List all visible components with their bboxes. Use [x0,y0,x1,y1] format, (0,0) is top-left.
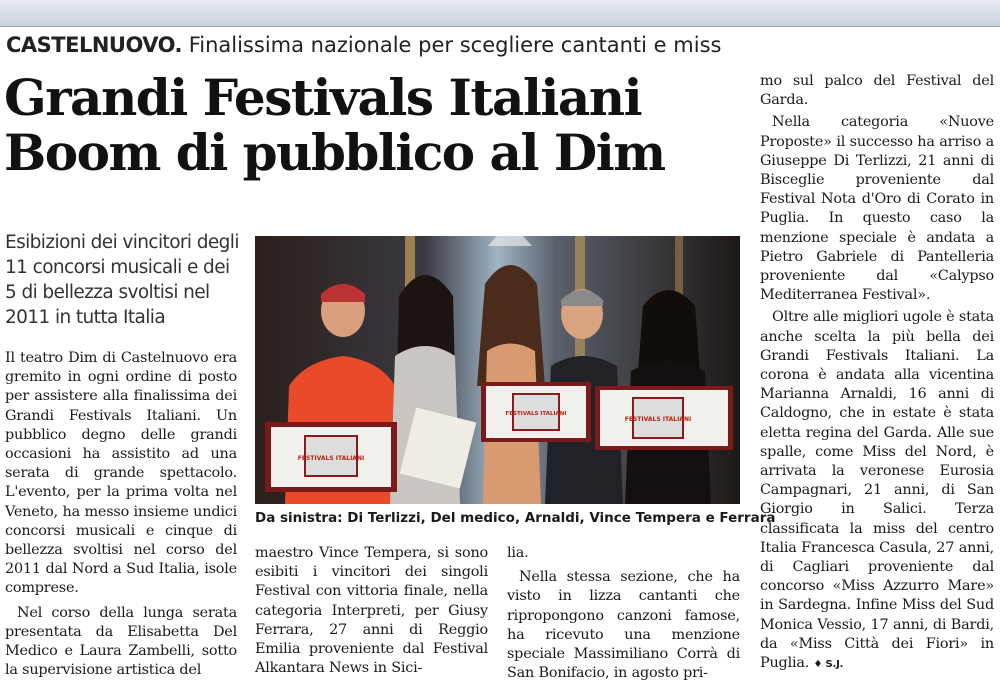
paragraph: mo sul palco del Festival del Garda. [760,73,994,109]
paragraph: Il teatro Dim di Castelnuovo era gremito in ogni ordine di posto per assistere alla finalissima dei Grandi Festivals Italiani. Un pubblico degno delle grandi occasioni ha assistito ad una serata di grande spettacolo. L'evento, per la prima volta nel Veneto, ha messo insieme undici concorsi musicali e cinque di bellezza svoltisi nel corso del 2011 dal Nord a Sud Italia, isole comprese. [5,350,237,597]
kicker [6,33,721,57]
headline-line-1: Grandi Festivals Italiani [4,68,642,127]
paragraph: Nella categoria «Nuove Proposte» il successo ha arriso a Giuseppe Di Terlizzi, 21 anni di Bisceglie proveniente dal Festival Nota d'Oro di Corato in Puglia. In questo caso la menzione speciale è andata a Pietro Gabriele di Pantelleria proveniente dal «Calypso Mediterranea Festival». [760,114,994,304]
photo-caption: Da sinistra: Di Terlizzi, Del medico, Arnaldi, Vince Tempera e Ferrara [255,510,776,526]
column-3 [507,544,740,683]
paragraph: Nel corso della lunga serata presentata da Elisabetta Del Medico e Laura Zambelli, sotto la supervisione artistica del [5,604,237,679]
column-4 [760,72,994,674]
paragraph: Nella stessa sezione, che ha visto in lizza cantanti che ripropongono canzoni famose, ha ricevuto una menzione speciale Massimiliano Corrà di San Bonifacio, in agosto pri- [507,569,740,682]
paragraph-text: Oltre alle migliori ugole è stata anche scelta la più bella dei Grandi Festivals Italiani. La corona è andata alla vicentina Marianna Arnaldi, 16 anni di Caldogno, che in estate è stata eletta regina del Garda. Alle sue spalle, come Miss del Nord, è arrivata la veronese Eurosia Campagnari, 21 anni, di San Giorgio in Salici. Terza classificata la miss del centro Italia Francesca Casula, 27 anni, di Cagliari proveniente dal concorso «Miss Azzurro Mare» in Sardegna. Infine Miss del Sud Monica Vessio, 17 anni, di Bardi, da «Miss Città dei Fiori» in Puglia. [760,309,994,672]
plaque-text: FESTIVALS ITALIANI [505,411,567,417]
headline-line-2: Boom di pubblico al Dim [4,123,665,182]
plaque-text: FESTIVALS ITALIANI [624,416,692,423]
signature: ♦ S.J. [813,659,844,671]
column-1 [5,349,237,680]
photo-illustration [255,236,740,504]
kicker-text: Finalissima nazionale per scegliere cantanti e miss [188,33,722,57]
top-bar [0,0,1000,27]
plaque-text: FESTIVALS ITALIANI [297,455,365,462]
paragraph: maestro Vince Tempera, si sono esibiti i vincitori dei singoli Festival con vittoria finale, nella categoria Interpreti, per Giusy Ferrara, 27 anni di Reggio Emilia proveniente dal Festival Alkantara News in Sici- [255,545,488,677]
paragraph [760,308,994,674]
subheadline: Esibizioni dei vincitori degli 11 concorsi musicali e dei 5 di bellezza svoltisi nel 2011 in tutta Italia [5,232,239,328]
photo-winners [255,236,740,504]
paragraph: lia. [507,545,529,561]
kicker-place: CASTELNUOVO. [6,33,183,57]
headline [4,70,744,180]
column-2 [255,544,488,678]
